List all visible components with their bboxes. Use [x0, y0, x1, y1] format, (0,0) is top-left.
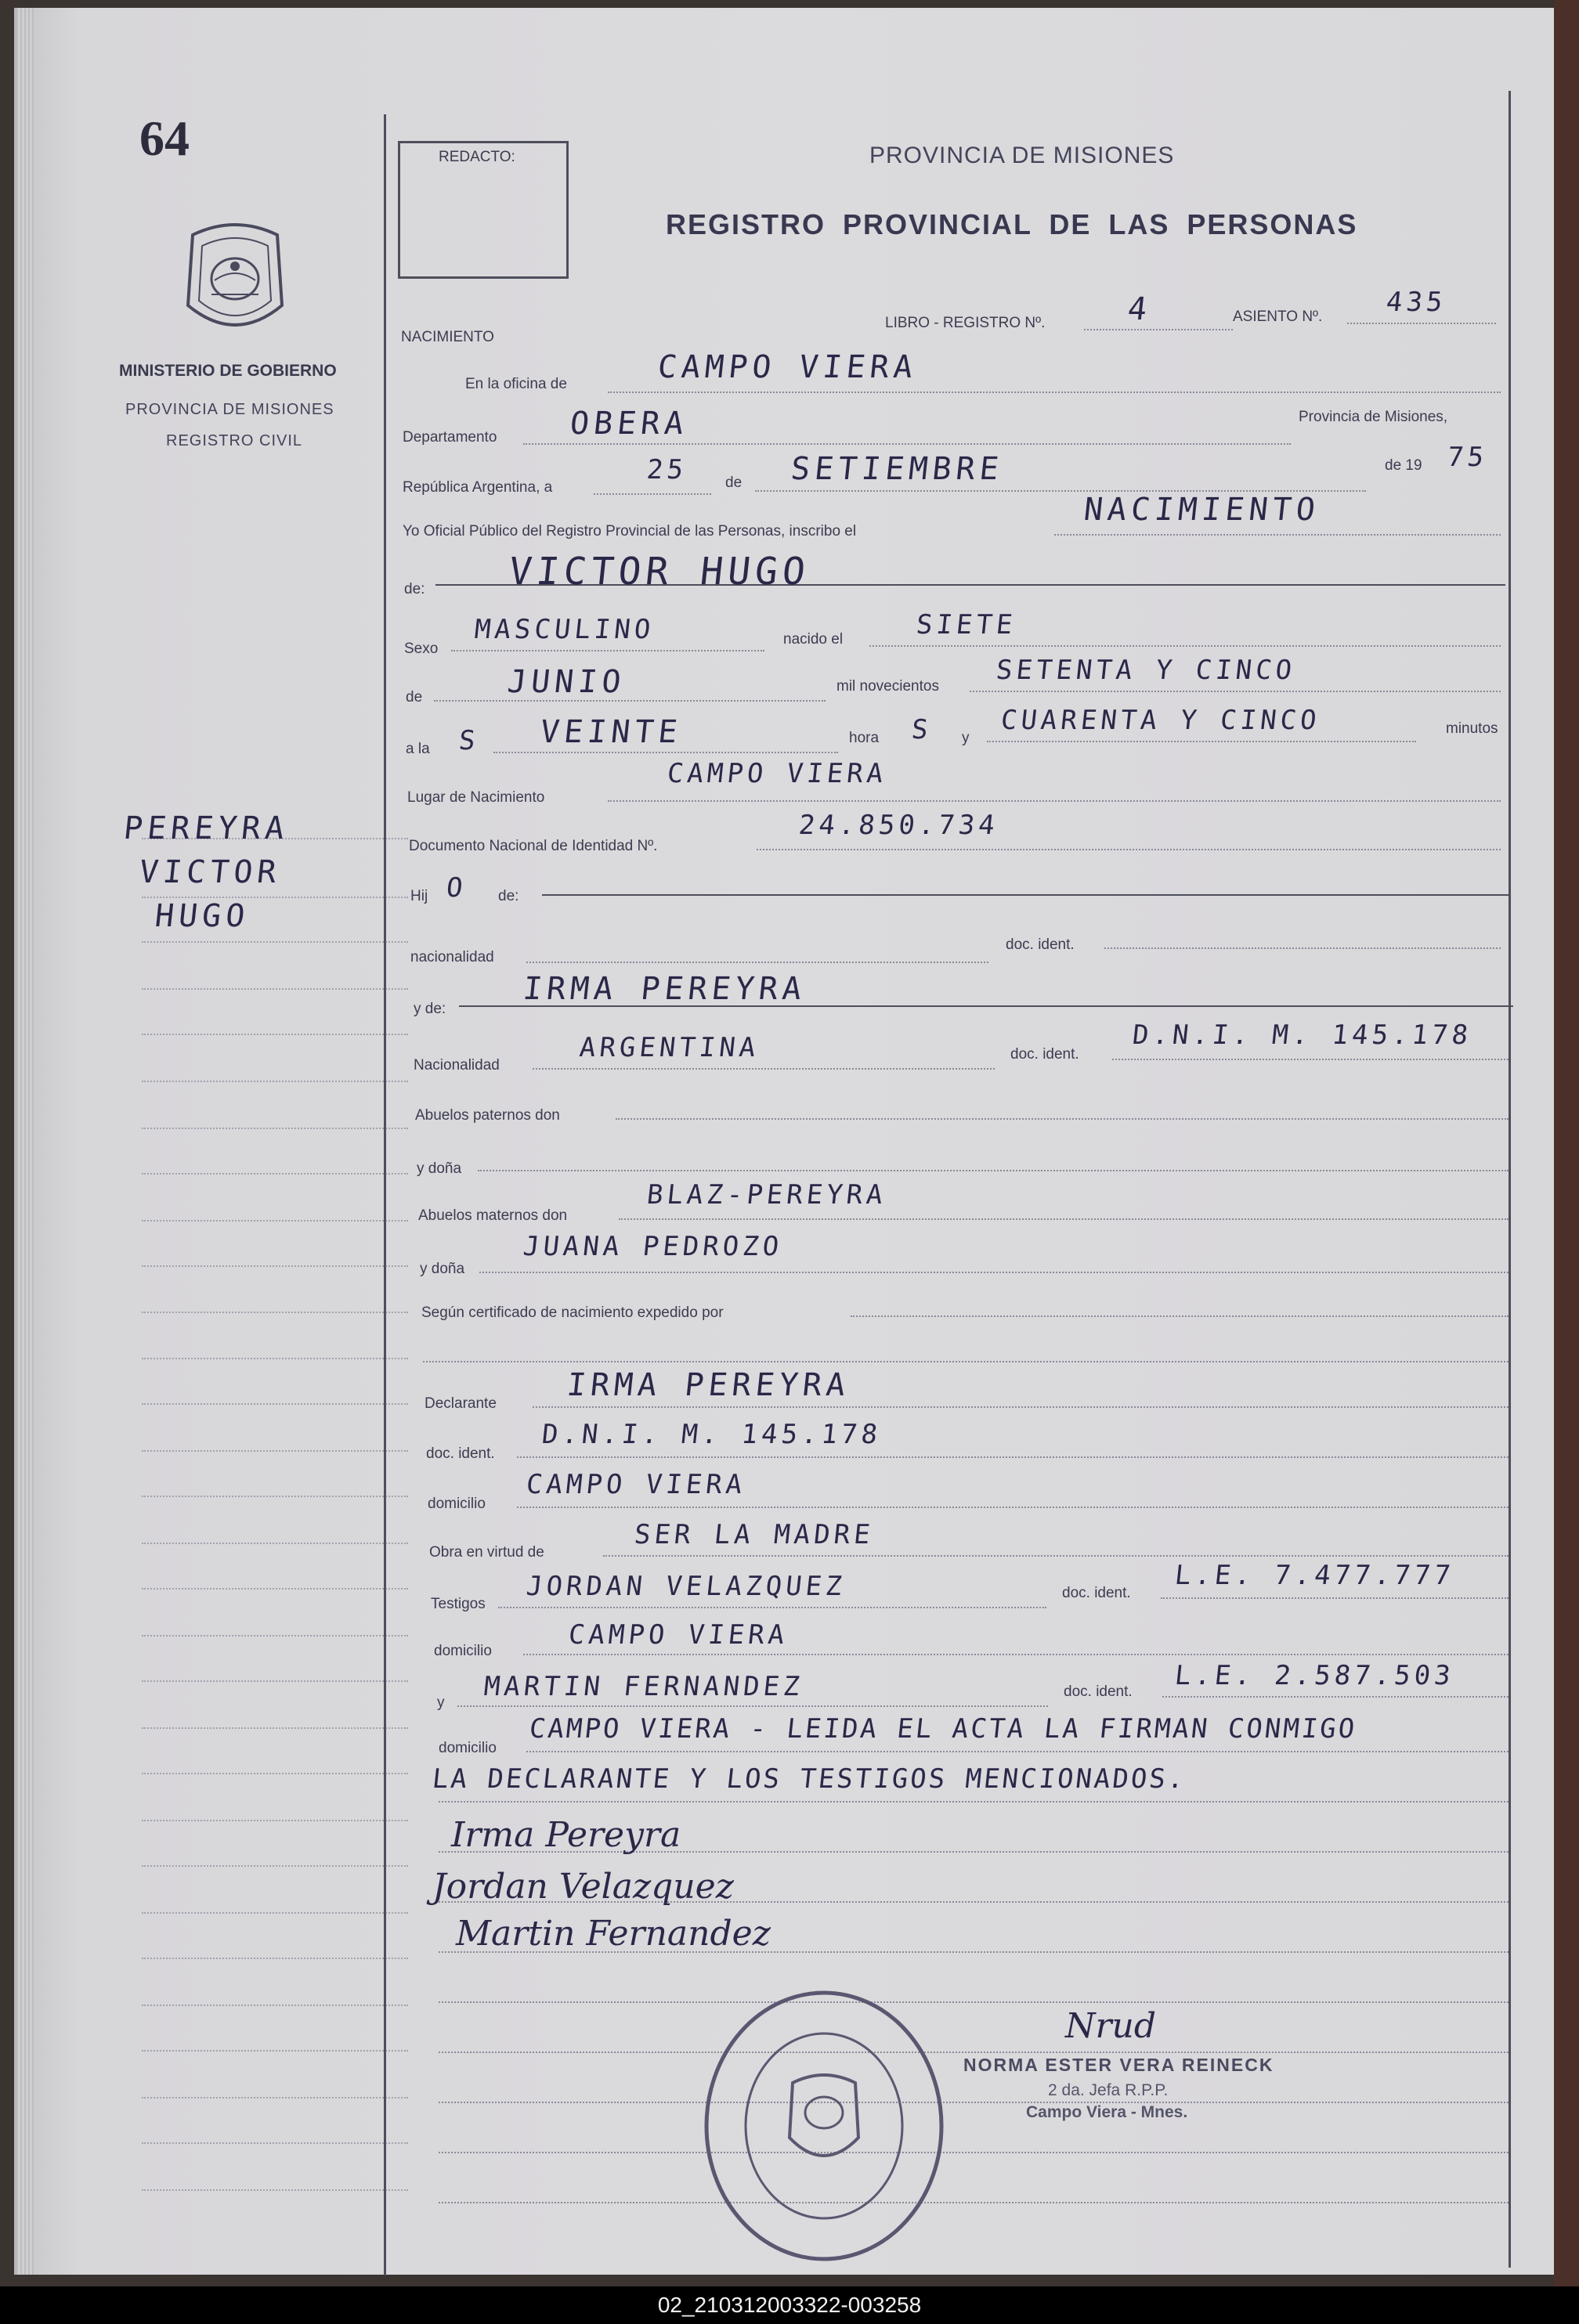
departamento-value: OBERA [568, 406, 690, 442]
mes-value: SETIEMBRE [789, 451, 1006, 487]
hora-label: hora [849, 730, 880, 746]
madre-doc-label: doc. ident. [1010, 1046, 1079, 1063]
sexo-label: Sexo [404, 641, 439, 657]
abuelos-maternos-label: Abuelos maternos don [418, 1207, 568, 1224]
testigo1-domicilio-label: domicilio [434, 1643, 492, 1659]
nacido-dia-value: SIETE [914, 609, 1018, 641]
signature-declarante: Irma Pereyra [451, 1815, 681, 1855]
coat-of-arms-seal [177, 219, 293, 345]
de-nombre-label: de: [404, 581, 425, 597]
minutos-label: minutos [1446, 720, 1498, 737]
inscribe-value: NACIMIENTO [1082, 492, 1322, 528]
provincia-label: Provincia de Misiones, [1299, 409, 1448, 425]
padre-nacionalidad-label: nacionalidad [410, 949, 494, 965]
sexo-value: MASCULINO [472, 614, 656, 645]
margin-note [121, 807, 291, 938]
testigo2-domicilio-value: CAMPO VIERA - LEIDA EL ACTA LA FIRMAN CONMIGO [527, 1713, 1359, 1745]
testigo2-doc-value: L.E. 2.587.503 [1173, 1660, 1456, 1691]
right-border-line [1509, 91, 1511, 2268]
dni-value: 24.850.734 [797, 810, 1000, 841]
nacido-el-label: nacido el [783, 631, 844, 648]
nacido-anio-value: SETENTA Y CINCO [994, 655, 1298, 686]
madre-nacionalidad-label: Nacionalidad [414, 1057, 500, 1074]
yo-oficial-label: Yo Oficial Público del Registro Provincial de las Personas, inscribo el [403, 523, 857, 540]
hora-suffix: S [909, 714, 934, 745]
margin-note-line: PEREYRA [121, 810, 291, 846]
y-dona-materna-label: y doña [420, 1261, 465, 1277]
hij-label: Hij [410, 888, 428, 904]
testigos-label: Testigos [431, 1596, 486, 1612]
testigo2-doc-label: doc. ident. [1064, 1683, 1133, 1700]
dia-value: 25 [645, 454, 689, 485]
de-19-label: de 19 [1385, 457, 1422, 474]
oficina-value: CAMPO VIERA [656, 349, 920, 385]
lugar-value: CAMPO VIERA [665, 758, 889, 789]
declarante-value: IRMA PEREYRA [565, 1367, 852, 1403]
province-title: PROVINCIA DE MISIONES [869, 143, 1175, 168]
abuelos-paternos-label: Abuelos paternos don [415, 1107, 560, 1124]
document-sheet [14, 8, 1556, 2275]
signature-official: Nrud [1065, 2006, 1157, 2046]
madre-value: IRMA PEREYRA [521, 971, 808, 1007]
a-la-suffix: S [457, 725, 481, 756]
a-la-label: a la [406, 741, 430, 757]
abuela-materna-value: JUANA PEDROZO [521, 1231, 785, 1262]
footer-image-id: 02_210312003322-003258 [657, 2293, 922, 2317]
testigo1-doc-label: doc. ident. [1062, 1585, 1131, 1601]
signature-testigo1: Jordan Velazquez [432, 1867, 734, 1907]
margin-note-line: HUGO [153, 898, 251, 934]
lugar-label: Lugar de Nacimiento [407, 789, 545, 806]
obra-value: SER LA MADRE [632, 1519, 876, 1550]
ministry-name: MINISTERIO DE GOBIERNO [119, 362, 337, 380]
dni-label: Documento Nacional de Identidad Nº. [409, 838, 658, 854]
oficina-label: En la oficina de [465, 376, 567, 392]
testigo2-domicilio-label: domicilio [439, 1740, 497, 1756]
y-testigo2-label: y [437, 1694, 445, 1711]
obra-label: Obra en virtud de [429, 1544, 544, 1561]
cierre-value: LA DECLARANTE Y LOS TESTIGOS MENCIONADOS. [430, 1763, 1188, 1795]
official-stamp-place: Campo Viera - Mnes. [1026, 2103, 1188, 2121]
anio-value: 75 [1445, 442, 1490, 473]
ministry-registry: REGISTRO CIVIL [166, 432, 303, 449]
declarante-doc-value: D.N.I. M. 145.178 [540, 1419, 883, 1450]
registry-round-stamp [694, 1981, 954, 2271]
declarante-label: Declarante [425, 1395, 497, 1412]
signature-testigo2: Martin Fernandez [456, 1914, 771, 1954]
nacimiento-label: NACIMIENTO [401, 329, 494, 345]
official-stamp-name: NORMA ESTER VERA REINECK [963, 2055, 1274, 2075]
mil-novecientos-label: mil novecientos [836, 678, 939, 695]
left-border-line [384, 114, 386, 2275]
libro-value: 4 [1126, 291, 1154, 327]
page-number: 64 [139, 110, 190, 166]
nacido-mes-value: JUNIO [505, 664, 627, 700]
abuelo-materno-value: BLAZ-PEREYRA [645, 1179, 888, 1211]
testigo1-value: JORDAN VELAZQUEZ [524, 1571, 847, 1602]
asiento-label: ASIENTO Nº. [1233, 309, 1323, 325]
book-edge [1554, 0, 1579, 2286]
nombre-value: VICTOR HUGO [507, 550, 812, 594]
madre-doc-value: D.N.I. M. 145.178 [1130, 1019, 1474, 1051]
hij-suffix: O [444, 872, 468, 904]
y-de-label: y de: [414, 1001, 446, 1017]
official-stamp-title: 2 da. Jefa R.P.P. [1048, 2081, 1169, 2099]
de-mes-label: de [406, 689, 423, 706]
declarante-domicilio-label: domicilio [428, 1496, 486, 1512]
minutos-value: CUARENTA Y CINCO [999, 705, 1322, 736]
segun-certificado-label: Según certificado de nacimiento expedido por [421, 1305, 724, 1321]
testigo1-doc-value: L.E. 7.477.777 [1173, 1560, 1456, 1591]
testigo1-domicilio-value: CAMPO VIERA [566, 1619, 790, 1651]
republica-label: República Argentina, a [403, 479, 553, 496]
de-label: de [725, 475, 743, 491]
madre-nacionalidad-value: ARGENTINA [577, 1032, 761, 1063]
departamento-label: Departamento [403, 429, 497, 446]
libro-label: LIBRO - REGISTRO Nº. [885, 315, 1046, 331]
margin-note-line: VICTOR [137, 854, 283, 890]
y-label: y [962, 730, 970, 746]
ministry-province: PROVINCIA DE MISIONES [125, 401, 334, 418]
registry-title: REGISTRO PROVINCIAL DE LAS PERSONAS [666, 208, 1358, 240]
redacto-label: REDACTO: [439, 149, 515, 165]
declarante-doc-label: doc. ident. [426, 1445, 495, 1462]
asiento-value: 435 [1384, 287, 1448, 318]
testigo2-value: MARTIN FERNANDEZ [482, 1671, 805, 1702]
declarante-domicilio-value: CAMPO VIERA [524, 1469, 748, 1500]
y-dona-paterna-label: y doña [417, 1160, 462, 1177]
hij-de-label: de: [498, 888, 519, 904]
padre-doc-label: doc. ident. [1006, 936, 1075, 953]
hora-value: VEINTE [538, 714, 684, 750]
